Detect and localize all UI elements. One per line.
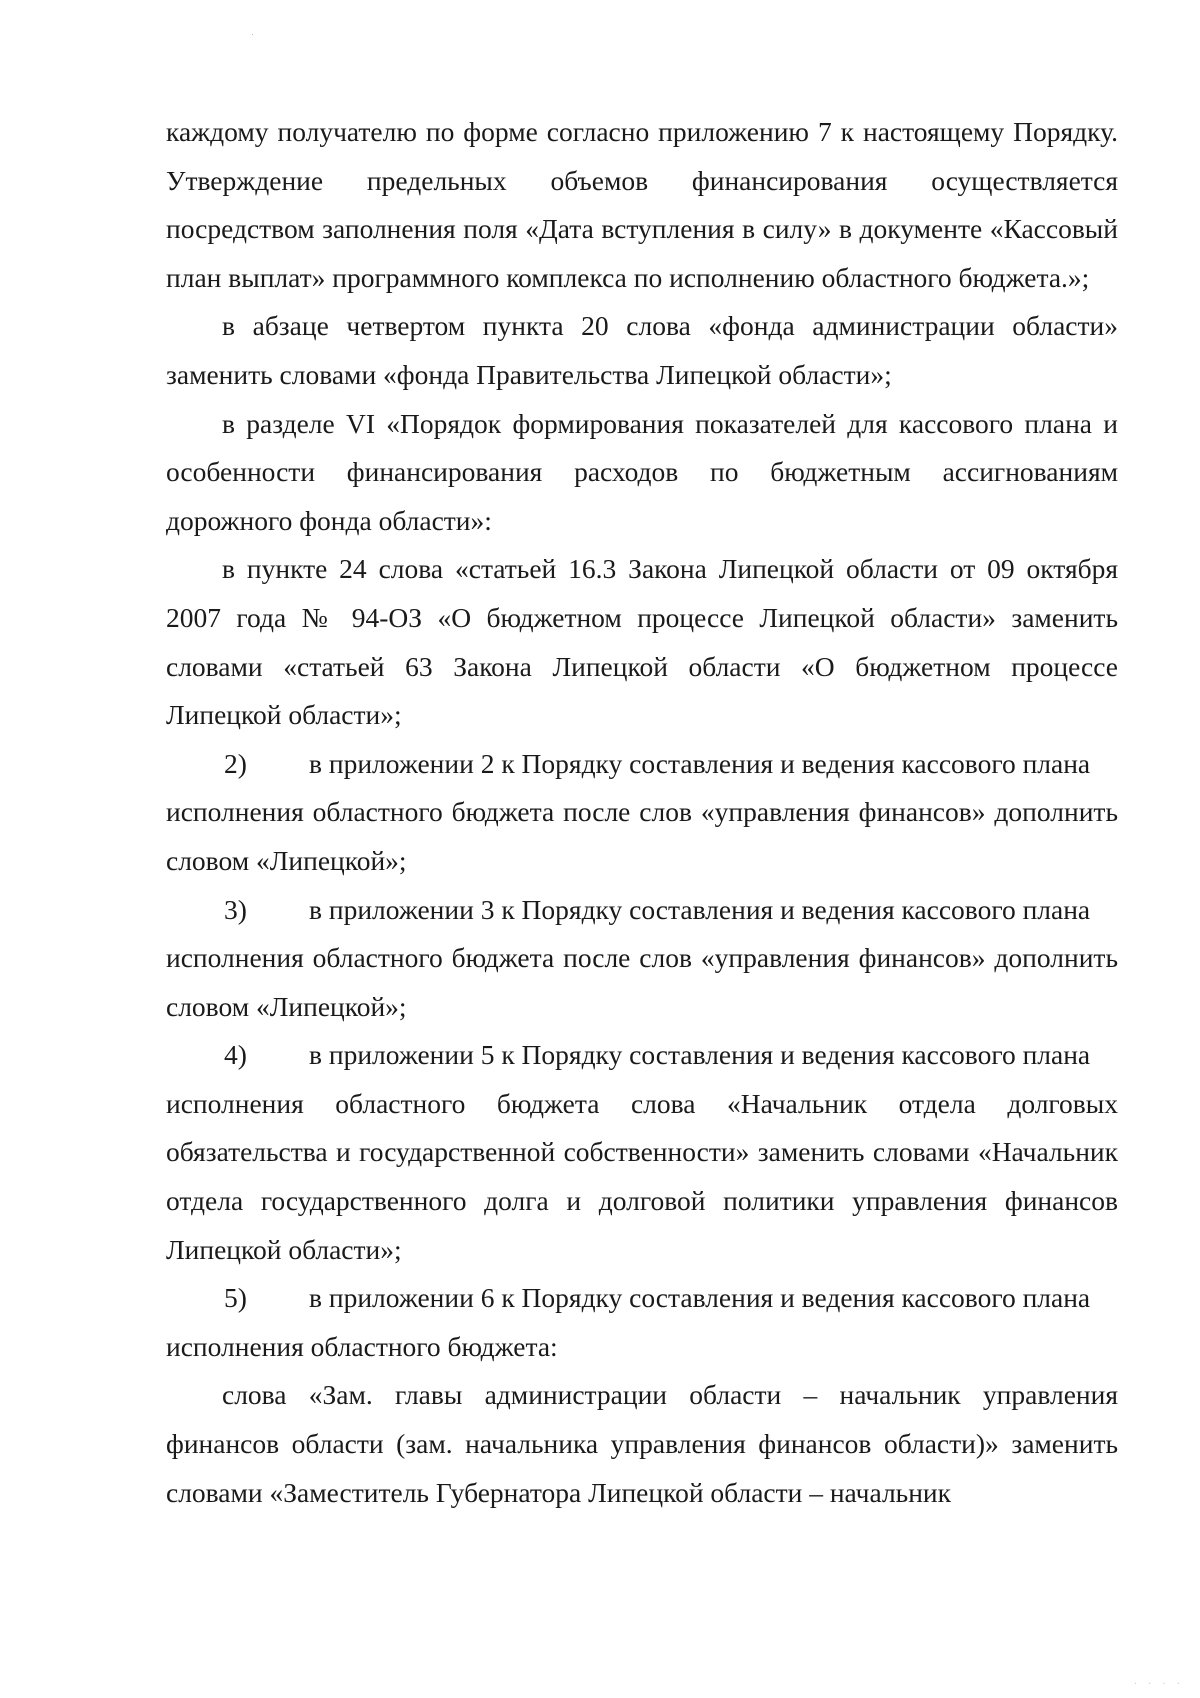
list-item (166, 886, 1118, 1032)
list-item-text: исполнения областного бюджета: (166, 1330, 558, 1362)
list-item-number: 4) (224, 1039, 247, 1071)
list-item-number: 3) (224, 893, 247, 925)
list-item-number: 5) (224, 1282, 247, 1314)
scan-artifact: · · · · (1133, 1679, 1184, 1690)
list-item-text: исполнения областного бюджета после слов «управления финансов» дополнить словом «Липецкой»; (166, 942, 1118, 1022)
paragraph: в абзаце четвертом пункта 20 слова «фонда администрации области» заменить словами «фонда Правительства Липецкой области»; (166, 310, 1118, 390)
list-item (166, 740, 1118, 886)
list-item-number: 2) (224, 747, 247, 779)
paragraph: в разделе VI «Порядок формирования показателей для кассового плана и особенности финансирования расходов по бюджетным ассигнованиям дорожного фонда области»: (166, 407, 1118, 536)
list-item-first-line: в приложении 6 к Порядку составления и ведения кассового плана (309, 1282, 1091, 1314)
list-item-first-line: в приложении 5 к Порядку составления и ведения кассового плана (309, 1039, 1091, 1071)
list-item-first-line: в приложении 3 к Порядку составления и ведения кассового плана (309, 893, 1091, 925)
document-body (166, 108, 1118, 1517)
list-item-text: исполнения областного бюджета слова «Начальник отдела долговых обязательства и государственной собственности» заменить словами «Начальник отдела государственного долга и долговой политики управления финансов Липецкой области»; (166, 1087, 1118, 1265)
paragraph: слова «Зам. главы администрации области – начальник управления финансов области (зам. начальника управления финансов области)» заменить словами «Заместитель Губернатора Липецкой области – начальник (166, 1379, 1118, 1508)
paragraph: в пункте 24 слова «статьей 16.3 Закона Липецкой области от 09 октября 2007 года № 94-ОЗ «О бюджетном процессе Липецкой области» заменить словами «статьей 63 Закона Липецкой области «О бюджетном процессе Липецкой области»; (166, 553, 1118, 731)
list-item-text: исполнения областного бюджета после слов «управления финансов» дополнить словом «Липецкой»; (166, 796, 1118, 876)
scan-mark (252, 34, 253, 35)
list-item-first-line: в приложении 2 к Порядку составления и ведения кассового плана (309, 747, 1091, 779)
list-item (166, 1031, 1118, 1274)
paragraph: каждому получателю по форме согласно приложению 7 к настоящему Порядку. Утверждение предельных объемов финансирования осуществляется посредством заполнения поля «Дата вступления в силу» в документе «Кассовый план выплат» программного комплекса по исполнению областного бюджета.»; (166, 116, 1118, 293)
list-item (166, 1274, 1118, 1371)
